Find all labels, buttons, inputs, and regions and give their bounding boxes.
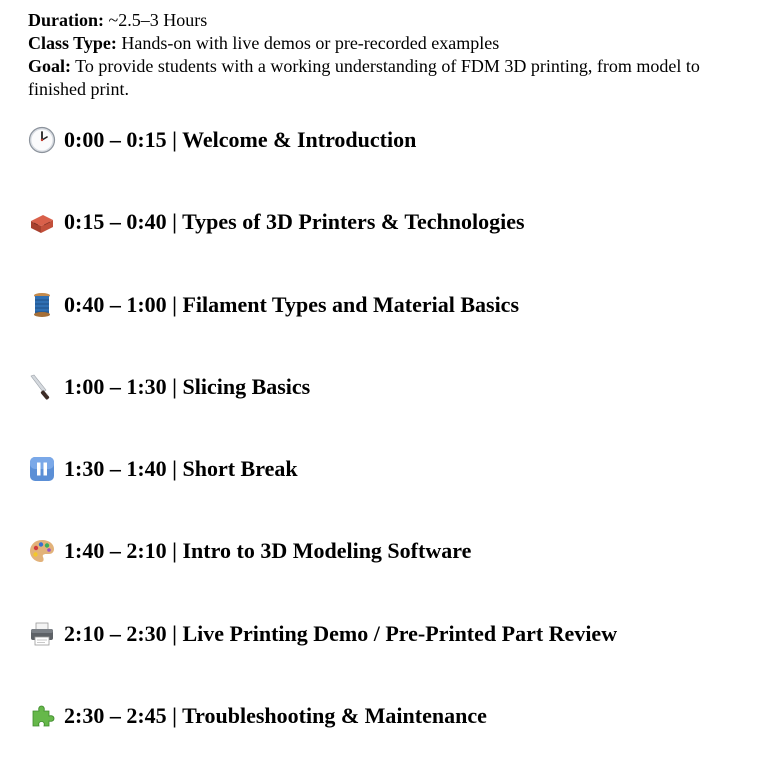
section-title: 2:10 – 2:30 | Live Printing Demo / Pre-Printed Part Review xyxy=(64,620,618,646)
artist-palette-icon xyxy=(28,537,56,565)
class-type-label: Class Type: xyxy=(28,33,117,53)
schedule-sections xyxy=(28,124,758,782)
duration-line xyxy=(28,9,758,32)
puzzle-piece-icon xyxy=(28,702,56,730)
duration-label: Duration: xyxy=(28,10,104,30)
section-title: 0:15 – 0:40 | Types of 3D Printers & Technologies xyxy=(64,209,525,235)
section-title: 1:30 – 1:40 | Short Break xyxy=(64,456,298,482)
section-title: 0:00 – 0:15 | Welcome & Introduction xyxy=(64,127,417,152)
brick-icon xyxy=(28,208,56,236)
class-type-value: Hands-on with live demos or pre-recorded examples xyxy=(116,33,500,53)
section-heading xyxy=(28,371,758,403)
knife-icon xyxy=(28,373,56,401)
section-title: 0:40 – 1:00 | Filament Types and Material Basics xyxy=(64,291,520,317)
goal-line xyxy=(28,55,758,101)
section-heading xyxy=(28,124,758,156)
section-heading xyxy=(28,700,758,732)
section-heading xyxy=(28,535,758,567)
section-heading xyxy=(28,289,758,321)
printer-icon xyxy=(28,620,56,648)
spool-of-thread-icon xyxy=(28,291,56,319)
section-title: 1:00 – 1:30 | Slicing Basics xyxy=(64,373,311,399)
section-heading xyxy=(28,453,758,485)
section-heading xyxy=(28,206,758,238)
class-type-line xyxy=(28,32,758,55)
duration-value: ~2.5–3 Hours xyxy=(104,10,208,30)
goal-value: To provide students with a working understanding of FDM 3D printing, from model to finished print. xyxy=(28,56,700,99)
clock-icon xyxy=(28,126,56,154)
section-title: 1:40 – 2:10 | Intro to 3D Modeling Software xyxy=(64,538,472,564)
pause-button-icon xyxy=(28,455,56,483)
section-title: 2:30 – 2:45 | Troubleshooting & Maintenance xyxy=(64,703,487,729)
goal-label: Goal: xyxy=(28,56,71,76)
section-heading xyxy=(28,618,758,650)
course-overview xyxy=(28,9,758,101)
